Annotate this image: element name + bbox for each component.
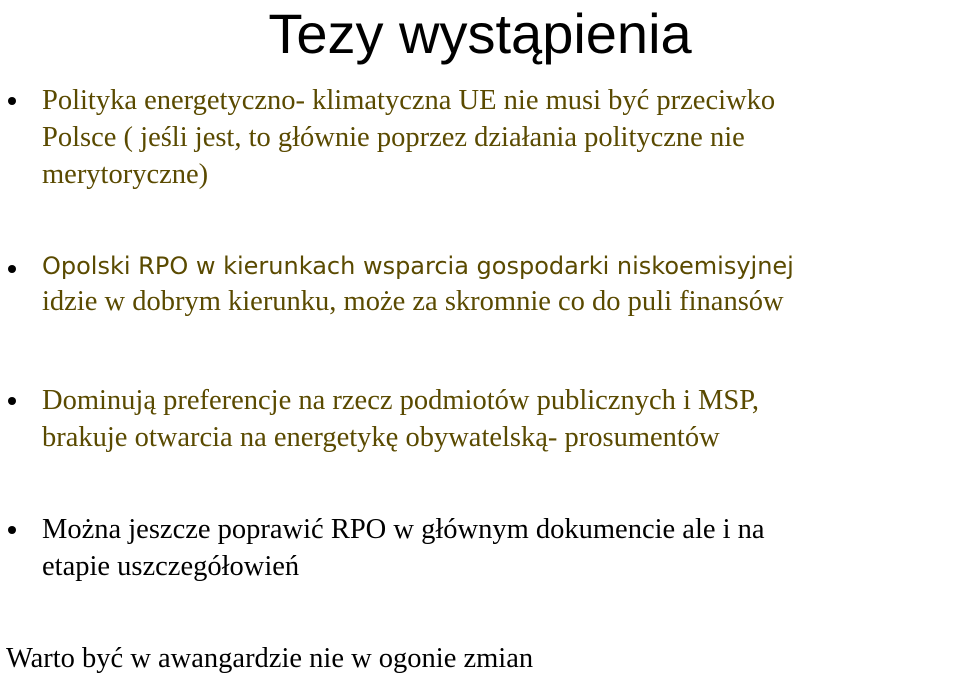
bullet-line: Polsce ( jeśli jest, to głównie poprzez działania polityczne nie [42,122,745,153]
bullet-line: etapie uszczegółowień [42,551,300,582]
bullet-dot-icon [8,97,16,105]
bullet-dot-icon [8,397,16,405]
bullet-text [42,82,955,193]
bullet-line: brakuje otwarcia na energetykę obywatelską- prosumentów [42,422,720,453]
bullet-dot-icon [8,526,16,534]
bullet-text [42,511,955,585]
bullet-line: Można jeszcze poprawić RPO w głównym dokumencie ale i na [42,514,765,545]
bullet-text [42,248,955,320]
bullet-line: Polityka energetyczno- klimatyczna UE nie musi być przeciwko [42,85,776,116]
slide-title: Tezy wystąpienia [268,2,692,65]
footer-text: Warto być w awangardzie nie w ogonie zmian [6,643,534,674]
bullet-dot-icon [8,265,16,273]
bullet-text [42,382,955,456]
bullet-line: merytoryczne) [42,159,209,190]
bullet-line: idzie w dobrym kierunku, może za skromnie co do puli finansów [42,286,784,317]
bullet-line: Dominują preferencje na rzecz podmiotów publicznych i MSP, [42,385,760,416]
bullet-line: Opolski RPO w kierunkach wsparcia gospodarki niskoemisyjnej [42,252,794,280]
